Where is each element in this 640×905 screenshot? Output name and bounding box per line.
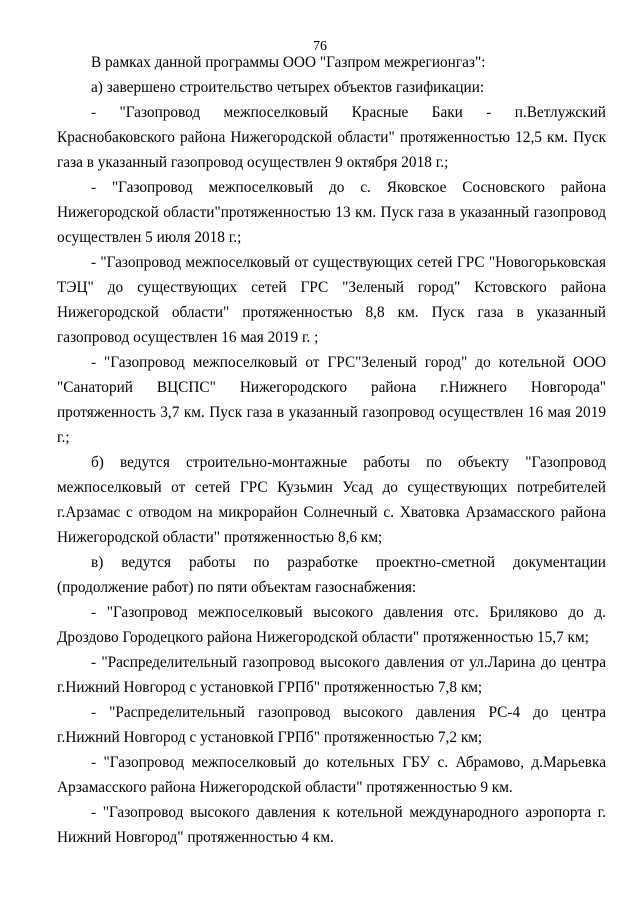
list-item-abramovo: - "Газопровод межпоселковый до котельных ГБУ с. Абрамово, д.Марьевка Арзамасского района Нижегородской области" протяженностью 9 км.	[57, 754, 606, 796]
list-item-novogorkovskaya: - "Газопровод межпоселковый от существующих сетей ГРС "Новогорьковская ТЭЦ" до существующих сетей ГРС "Зеленый город" Кстовского района Нижегородской области" протяженностью 8,8 км. Пуск газа в указанный газопровод осуществлен 16 мая 2019 г. ;	[57, 254, 606, 346]
list-item-rs4: - "Распределительный газопровод высокого давления РС-4 до центра г.Нижний Новгород с установкой ГРПб" протяженностью 7,2 км;	[57, 704, 606, 746]
paragraph-section-a: а) завершено строительство четырех объектов газификации:	[91, 79, 485, 96]
list-item-larina: - "Распределительный газопровод высокого давления от ул.Ларина до центра г.Нижний Новгород с установкой ГРПб" протяженностью 7,8 км;	[57, 654, 606, 696]
paragraph-intro: В рамках данной программы ООО "Газпром межрегионгаз":	[91, 54, 486, 71]
list-item-airport: - "Газопровод высокого давления к котельной международного аэропорта г. Нижний Новгород" протяженностью 4 км.	[57, 804, 606, 846]
list-item-yakovskoe: - "Газопровод межпоселковый до с. Яковское Сосновского района Нижегородской области"протяженностью 13 км. Пуск газа в указанный газопровод осуществлен 5 июля 2018 г.;	[57, 179, 606, 246]
page-number: 76	[313, 39, 327, 54]
paragraph-section-v: в) ведутся работы по разработке проектно-сметной документации (продолжение работ) по пяти объектам газоснабжения:	[57, 554, 606, 596]
document-body	[57, 50, 606, 850]
list-item-krasnye-baki: - "Газопровод межпоселковый Красные Баки - п.Ветлужский Краснобаковского района Нижегородской области" протяженностью 12,5 км. Пуск газа в указанный газопровод осуществлен 9 октября 2018 г.;	[57, 104, 606, 171]
paragraph-section-b: б) ведутся строительно-монтажные работы по объекту "Газопровод межпоселковый от сетей ГРС Кузьмин Усад до существующих потребителей г.Арзамас с отводом на микрорайон Солнечный с. Хватовка Арзамасского района Нижегородской области" протяженностью 8,6 км;	[57, 454, 606, 546]
list-item-brilyakovo: - "Газопровод межпоселковый высокого давления отс. Бриляково до д. Дроздово Городецкого района Нижегородской области" протяженностью 15,7 км;	[57, 604, 606, 646]
list-item-sanatoriy: - "Газопровод межпоселковый от ГРС"Зеленый город" до котельной ООО "Санаторий ВЦСПС" Нижегородского района г.Нижнего Новгорода" протяженность 3,7 км. Пуск газа в указанный газопровод осуществлен 16 мая 2019 г.;	[57, 354, 606, 446]
